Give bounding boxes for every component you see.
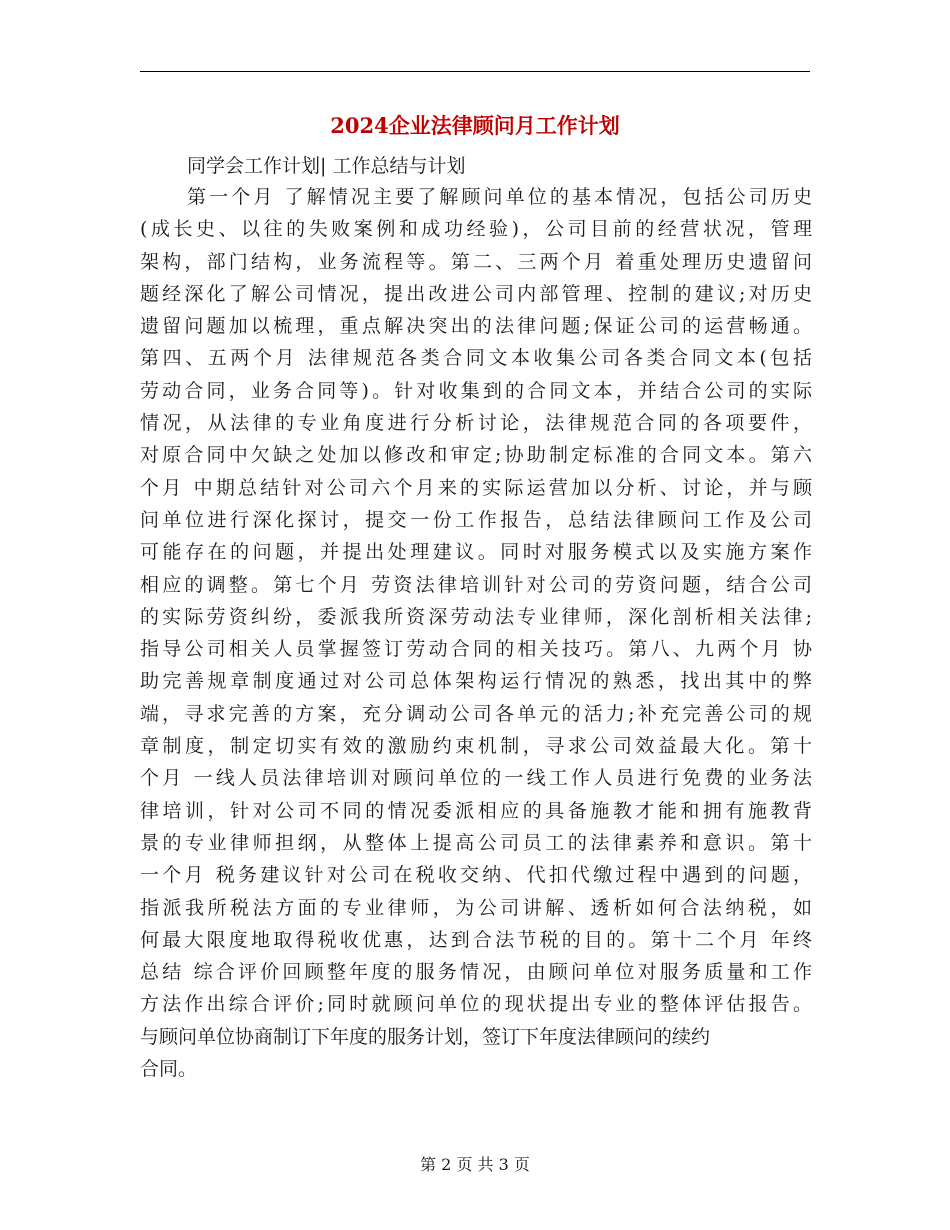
body-line: 章制度，制定切实有效的激励约束机制，寻求公司效益最大化。第十 (140, 735, 812, 758)
body-line: 端，寻求完善的方案，充分调动公司各单元的活力;补充完善公司的规 (140, 702, 812, 725)
body-line: 架构，部门结构，业务流程等。第二、三两个月 着重处理历史遗留问 (140, 250, 812, 273)
body-line: 问单位进行深化探讨，提交一份工作报告，总结法律顾问工作及公司 (140, 508, 812, 531)
body-line: 劳动合同，业务合同等)。针对收集到的合同文本，并结合公司的实际 (140, 379, 812, 402)
body-line: 方法作出综合评价;同时就顾问单位的现状提出专业的整体评估报告。 (140, 993, 812, 1016)
body-line: 指派我所税法方面的专业律师，为公司讲解、透析如何合法纳税，如 (140, 896, 812, 919)
body-line: 可能存在的问题，并提出处理建议。同时对服务模式以及实施方案作 (140, 541, 812, 564)
body-line: 个月 一线人员法律培训对顾问单位的一线工作人员进行免费的业务法 (140, 767, 812, 790)
body-line: 个月 中期总结针对公司六个月来的实际运营加以分析、讨论，并与顾 (140, 476, 812, 499)
body-line: 何最大限度地取得税收优惠，达到合法节税的目的。第十二个月 年终 (140, 928, 812, 951)
body-line: 合同。 (140, 1058, 198, 1081)
body-line: 题经深化了解公司情况，提出改进公司内部管理、控制的建议;对历史 (140, 282, 812, 305)
body-line: (成长史、以往的失败案例和成功经验)，公司目前的经营状况，管理 (140, 218, 812, 241)
body-line: 助完善规章制度通过对公司总体架构运行情况的熟悉，找出其中的弊 (140, 670, 812, 693)
body-line: 与顾问单位协商制订下年度的服务计划，签订下年度法律顾问的续约 (140, 1025, 711, 1048)
body-line: 遗留问题加以梳理，重点解决突出的法律问题;保证公司的运营畅通。 (140, 315, 812, 338)
body-line: 第一个月 了解情况主要了解顾问单位的基本情况，包括公司历史 (187, 186, 812, 208)
body-line: 第四、五两个月 法律规范各类合同文本收集公司各类合同文本(包括 (140, 347, 812, 370)
body-line: 律培训，针对公司不同的情况委派相应的具备施教才能和拥有施教背 (140, 799, 812, 822)
header-rule (140, 71, 810, 72)
body-line: 一个月 税务建议针对公司在税收交纳、代扣代缴过程中遇到的问题， (140, 864, 812, 887)
body-line: 指导公司相关人员掌握签订劳动合同的相关技巧。第八、九两个月 协 (140, 638, 812, 661)
document-title: 2024企业法律顾问月工作计划 (330, 113, 620, 138)
document-subtitle: 同学会工作计划| 工作总结与计划 (187, 155, 466, 177)
body-line: 总结 综合评价回顾整年度的服务情况，由顾问单位对服务质量和工作 (140, 961, 812, 984)
body-line: 景的专业律师担纲，从整体上提高公司员工的法律素养和意识。第十 (140, 831, 812, 854)
body-text (140, 181, 812, 1085)
body-line: 的实际劳资纠纷，委派我所资深劳动法专业律师，深化剖析相关法律; (140, 605, 812, 628)
body-line: 相应的调整。第七个月 劳资法律培训针对公司的劳资问题，结合公司 (140, 573, 812, 596)
page-number-footer: 第 2 页 共 3 页 (420, 1155, 530, 1174)
body-line: 情况，从法律的专业角度进行分析讨论，法律规范合同的各项要件， (140, 412, 812, 435)
body-line: 对原合同中欠缺之处加以修改和审定;协助制定标准的合同文本。第六 (140, 444, 812, 467)
